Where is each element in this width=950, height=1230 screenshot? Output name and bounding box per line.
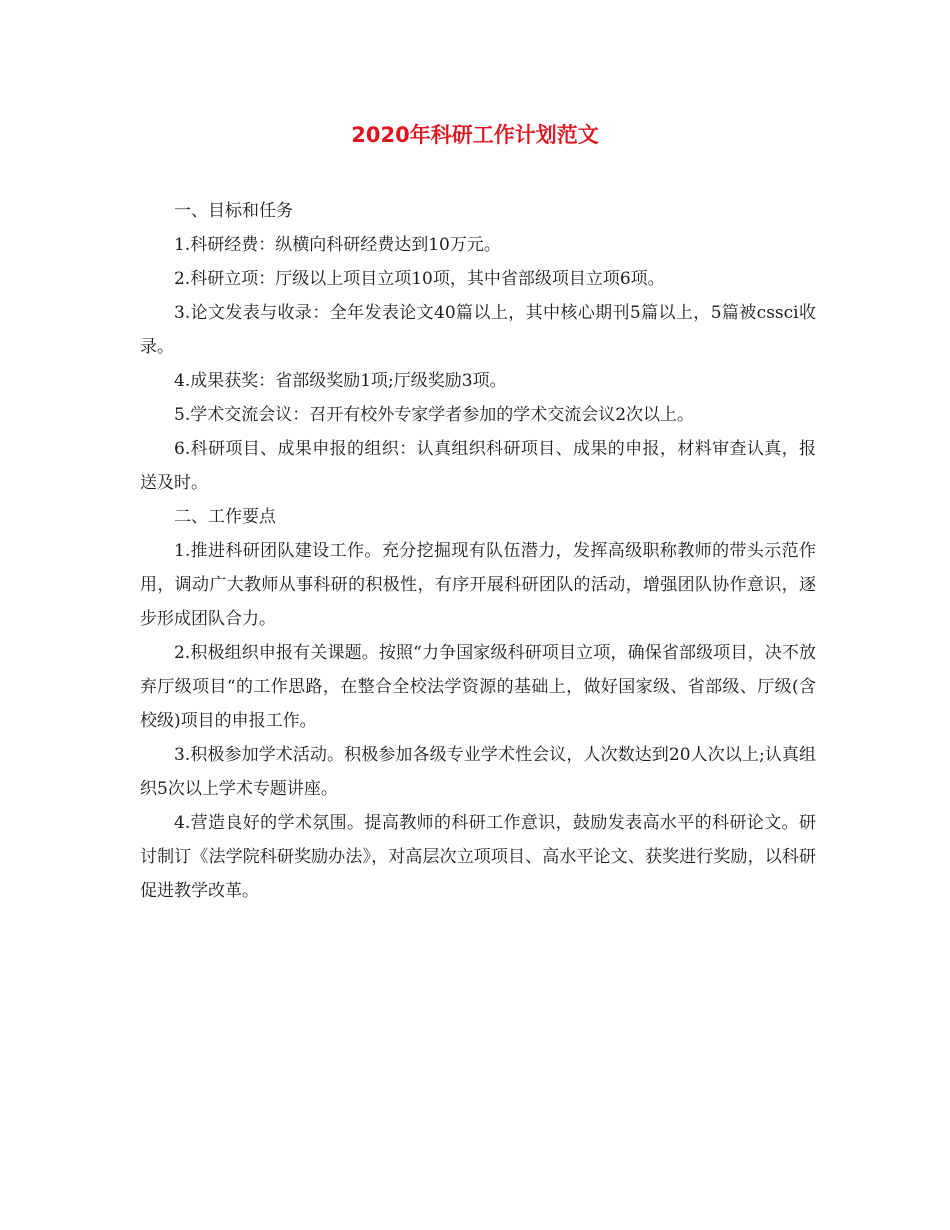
section-heading-key-points: 二、工作要点 bbox=[174, 507, 276, 527]
goal-item-funding: 1.科研经费：纵横向科研经费达到10万元。 bbox=[174, 235, 501, 255]
key-point-project-applications: 2.积极组织申报有关课题。按照“力争国家级科研项目立项，确保省部级项目，决不放弃厅级项目“的工作思路，在整合全校法学资源的基础上，做好国家级、省部级、厅级(含校级)项目的申报工作。 bbox=[140, 643, 816, 731]
document-title: 2020年科研工作计划范文 bbox=[351, 123, 599, 147]
goal-item-papers: 3.论文发表与收录：全年发表论文40篇以上，其中核心期刊5篇以上，5篇被cssci收录。 bbox=[140, 303, 816, 357]
section-heading-goals: 一、目标和任务 bbox=[174, 201, 293, 221]
goal-item-projects: 2.科研立项：厅级以上项目立项10项，其中省部级项目立项6项。 bbox=[174, 269, 665, 289]
goal-item-applications: 6.科研项目、成果申报的组织：认真组织科研项目、成果的申报，材料审查认真，报送及时。 bbox=[140, 439, 816, 493]
key-point-research-teams: 1.推进科研团队建设工作。充分挖掘现有队伍潜力，发挥高级职称教师的带头示范作用，调动广大教师从事科研的积极性，有序开展科研团队的活动，增强团队协作意识，逐步形成团队合力。 bbox=[140, 541, 816, 629]
key-point-academic-atmosphere: 4.营造良好的学术氛围。提高教师的科研工作意识，鼓励发表高水平的科研论文。研讨制订《法学院科研奖励办法》，对高层次立项项目、高水平论文、获奖进行奖励，以科研促进教学改革。 bbox=[140, 813, 816, 901]
goal-item-awards: 4.成果获奖：省部级奖励1项;厅级奖励3项。 bbox=[174, 371, 507, 391]
document-body bbox=[140, 194, 816, 908]
key-point-academic-activities: 3.积极参加学术活动。积极参加各级专业学术性会议，人次数达到20人次以上;认真组织5次以上学术专题讲座。 bbox=[140, 745, 816, 799]
goal-item-conferences: 5.学术交流会议：召开有校外专家学者参加的学术交流会议2次以上。 bbox=[174, 405, 695, 425]
